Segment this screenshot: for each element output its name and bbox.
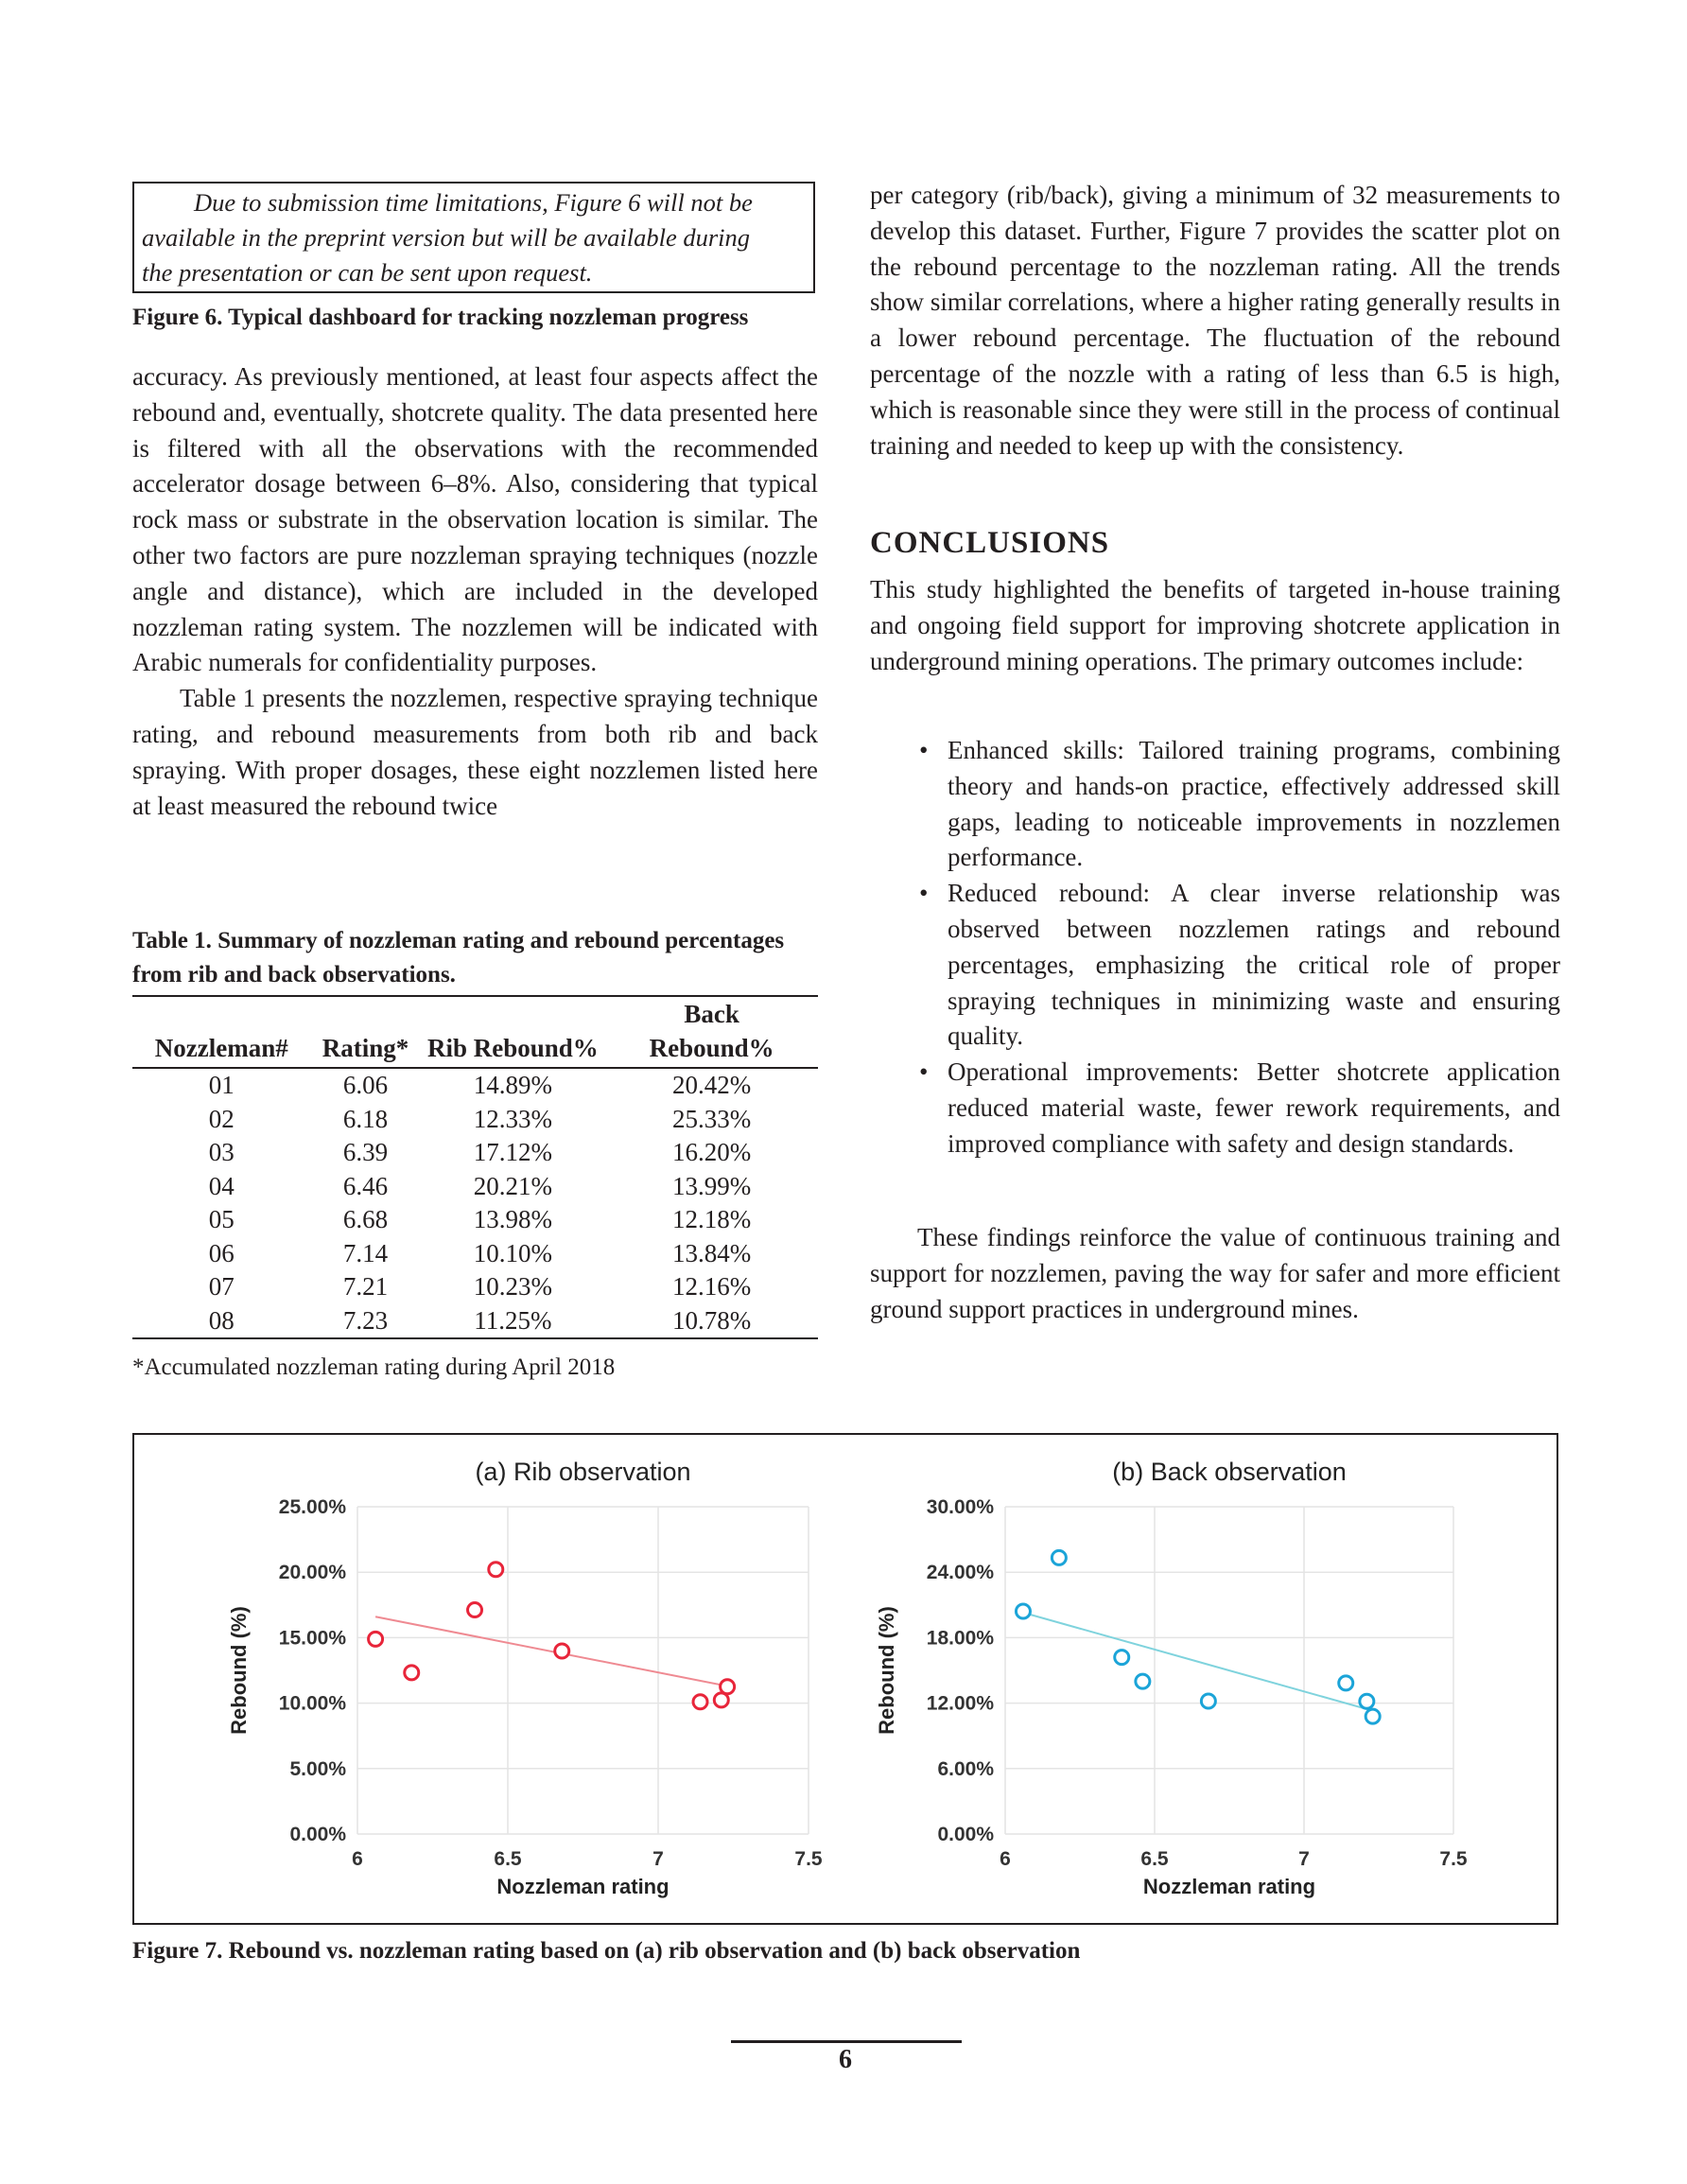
list-item bbox=[908, 1055, 1560, 1162]
cell-nozzleman: 05 bbox=[208, 1205, 235, 1233]
footer-rule bbox=[731, 2040, 962, 2043]
chart-title: (b) Back observation bbox=[1112, 1458, 1347, 1486]
trendline bbox=[375, 1616, 727, 1686]
cell-back-rebound: 13.99% bbox=[672, 1171, 752, 1200]
page-number: 6 bbox=[839, 2045, 852, 2074]
section-heading-conclusions: CONCLUSIONS bbox=[870, 526, 1110, 560]
data-point bbox=[693, 1695, 707, 1709]
cell-back-rebound: 10.78% bbox=[672, 1305, 752, 1335]
data-point bbox=[468, 1603, 482, 1617]
y-tick-label: 6.00% bbox=[937, 1757, 994, 1780]
header-nozzleman: Nozzleman# bbox=[154, 1034, 288, 1062]
cell-back-rebound: 20.42% bbox=[672, 1071, 752, 1099]
bullet-icon: • bbox=[919, 1057, 929, 1087]
cell-rating: 6.46 bbox=[342, 1171, 389, 1200]
y-tick-label: 10.00% bbox=[278, 1692, 346, 1715]
data-point bbox=[1052, 1550, 1066, 1564]
cell-rib-rebound: 10.23% bbox=[473, 1272, 552, 1301]
x-tick-label: 6 bbox=[352, 1848, 363, 1870]
data-point bbox=[1360, 1694, 1374, 1708]
notice-line-3: the presentation or can be sent upon request. bbox=[142, 258, 593, 287]
x-tick-label: 7.5 bbox=[1439, 1848, 1468, 1870]
left-paragraph-2: Table 1 presents the nozzlemen, respective spraying technique rating, and rebound measurements from both rib and back spraying. With proper dosages, these eight nozzlemen listed here at least measured the rebound twice bbox=[132, 684, 818, 820]
data-point bbox=[1201, 1694, 1215, 1708]
data-point bbox=[1136, 1674, 1150, 1688]
summary-table bbox=[132, 995, 818, 1339]
bullet-icon: • bbox=[919, 736, 929, 764]
figure7-charts bbox=[134, 1435, 1557, 1923]
x-tick-label: 7 bbox=[652, 1848, 664, 1870]
trendline bbox=[1023, 1613, 1373, 1711]
table-footnote: *Accumulated nozzleman rating during April 2018 bbox=[132, 1354, 616, 1380]
cell-rib-rebound: 20.21% bbox=[473, 1171, 552, 1200]
y-tick-label: 0.00% bbox=[937, 1824, 994, 1845]
cell-rating: 6.06 bbox=[342, 1071, 389, 1099]
list-item-text: Enhanced skills: Tailored training programs, combining theory and hands-on practice, effectively addressed skill gaps, leading to noticeable improvements in nozzlemen performance. bbox=[948, 736, 1560, 872]
y-tick-label: 0.00% bbox=[289, 1824, 346, 1845]
cell-nozzleman: 01 bbox=[208, 1071, 235, 1099]
table-row bbox=[132, 1103, 818, 1137]
y-tick-label: 12.00% bbox=[926, 1692, 994, 1715]
cell-nozzleman: 08 bbox=[208, 1305, 235, 1335]
x-tick-label: 6.5 bbox=[1140, 1848, 1169, 1870]
cell-rib-rebound: 12.33% bbox=[473, 1104, 552, 1133]
left-column-body bbox=[132, 359, 818, 824]
y-tick-label: 5.00% bbox=[289, 1757, 346, 1780]
x-tick-label: 6.5 bbox=[494, 1848, 522, 1870]
figure7-caption: Figure 7. Rebound vs. nozzleman rating based on (a) rib observation and (b) back observation bbox=[132, 1938, 1081, 1964]
y-axis-label: Rebound (%) bbox=[875, 1606, 898, 1735]
cell-back-rebound: 12.16% bbox=[672, 1272, 752, 1301]
table-row bbox=[132, 1203, 818, 1237]
left-paragraph-1: accuracy. As previously mentioned, at least four aspects affect the rebound and, eventually, shotcrete quality. The data presented here is filtered with all the observations with the recommended accelerator dosage between 6–8%. Also, considering that typical rock mass or substrate in the observation location is similar. The other two factors are pure nozzleman spraying techniques (nozzle angle and distance), which are included in the developed nozzleman rating system. The nozzlemen will be indicated with Arabic numerals for confidentiality purposes. bbox=[132, 362, 818, 677]
figure6-notice-box bbox=[132, 182, 815, 293]
data-point bbox=[369, 1632, 383, 1646]
table-row bbox=[132, 1068, 818, 1103]
x-tick-label: 7.5 bbox=[794, 1848, 823, 1870]
closing-paragraph: These findings reinforce the value of continuous training and support for nozzlemen, paving the way for safer and more efficient ground support practices in underground mines. bbox=[870, 1223, 1560, 1323]
data-point bbox=[1016, 1604, 1030, 1618]
y-axis-label: Rebound (%) bbox=[227, 1606, 251, 1735]
cell-back-rebound: 13.84% bbox=[672, 1238, 752, 1267]
data-point bbox=[1365, 1709, 1380, 1723]
cell-nozzleman: 03 bbox=[208, 1138, 235, 1166]
cell-nozzleman: 06 bbox=[208, 1238, 235, 1267]
cell-nozzleman: 07 bbox=[208, 1272, 235, 1301]
right-column-body bbox=[870, 178, 1560, 463]
table-row bbox=[132, 1304, 818, 1339]
header-back-rebound: Rebound% bbox=[649, 1034, 774, 1062]
chart-title: (a) Rib observation bbox=[475, 1458, 691, 1486]
cell-rating: 7.21 bbox=[342, 1272, 389, 1301]
cell-rating: 6.18 bbox=[342, 1104, 389, 1133]
table-row bbox=[132, 1270, 818, 1304]
data-point bbox=[405, 1666, 419, 1680]
y-tick-label: 20.00% bbox=[278, 1562, 346, 1584]
cell-back-rebound: 16.20% bbox=[672, 1138, 752, 1166]
y-tick-label: 18.00% bbox=[926, 1627, 994, 1650]
cell-rib-rebound: 13.98% bbox=[473, 1205, 552, 1233]
cell-back-rebound: 25.33% bbox=[672, 1104, 752, 1133]
y-tick-label: 25.00% bbox=[278, 1496, 346, 1518]
outcomes-list bbox=[908, 733, 1560, 1162]
cell-rib-rebound: 10.10% bbox=[473, 1238, 552, 1267]
table-body bbox=[132, 1068, 818, 1338]
list-item-text: Operational improvements: Better shotcrete application reduced material waste, fewer rework requirements, and improved compliance with safety and design standards. bbox=[948, 1057, 1560, 1158]
x-axis-label: Nozzleman rating bbox=[1142, 1875, 1316, 1898]
y-tick-label: 30.00% bbox=[926, 1496, 994, 1518]
x-tick-label: 7 bbox=[1298, 1848, 1310, 1870]
x-axis-label: Nozzleman rating bbox=[496, 1875, 670, 1898]
data-point bbox=[1115, 1651, 1129, 1665]
right-paragraph-1: per category (rib/back), giving a minimum of 32 measurements to develop this dataset. Further, Figure 7 provides the scatter plot on the rebound percentage to the nozzleman rating. All the trends show similar correlations, where a higher rating generally results in a lower rebound percentage. The fluctuation of the rebound percentage of the nozzle with a rating of less than 6.5 is high, which is reasonable since they were still in the process of continual training and needed to keep up with the consistency. bbox=[870, 181, 1560, 460]
header-back-line1: Back bbox=[684, 1000, 739, 1028]
header-rib-rebound: Rib Rebound% bbox=[426, 1034, 599, 1062]
x-tick-label: 6 bbox=[1000, 1848, 1011, 1870]
cell-nozzleman: 02 bbox=[208, 1104, 235, 1133]
conclusions-paragraph: This study highlighted the benefits of targeted in-house training and ongoing field support for improving shotcrete application in underground mining operations. The primary outcomes include: bbox=[870, 575, 1560, 675]
y-tick-label: 24.00% bbox=[926, 1562, 994, 1584]
figure7-box bbox=[132, 1433, 1558, 1925]
conclusions-intro bbox=[870, 572, 1560, 679]
figure6-caption: Figure 6. Typical dashboard for tracking nozzleman progress bbox=[132, 305, 749, 330]
cell-rating: 6.39 bbox=[342, 1138, 389, 1166]
cell-rating: 6.68 bbox=[342, 1205, 389, 1233]
table-row bbox=[132, 1170, 818, 1204]
bullet-icon: • bbox=[919, 879, 929, 908]
cell-nozzleman: 04 bbox=[208, 1171, 235, 1200]
closing-paragraph-block bbox=[870, 1220, 1560, 1327]
cell-rib-rebound: 11.25% bbox=[474, 1305, 552, 1335]
list-item bbox=[908, 876, 1560, 1055]
cell-rib-rebound: 14.89% bbox=[473, 1071, 552, 1099]
list-item bbox=[908, 733, 1560, 876]
data-point bbox=[1339, 1676, 1353, 1690]
list-item-text: Reduced rebound: A clear inverse relationship was observed between nozzlemen ratings and rebound percentages, emphasizing the critical role of proper spraying techniques in minimizing waste and ensuring quality. bbox=[948, 879, 1560, 1051]
notice-line-2: available in the preprint version but will be available during bbox=[142, 223, 751, 252]
y-tick-label: 15.00% bbox=[278, 1627, 346, 1650]
cell-rib-rebound: 17.12% bbox=[473, 1138, 552, 1166]
data-point bbox=[721, 1680, 735, 1694]
header-rating: Rating* bbox=[322, 1034, 409, 1062]
table1-caption: Table 1. Summary of nozzleman rating and rebound percentages from rib and back observations. bbox=[132, 928, 785, 987]
data-point bbox=[489, 1563, 503, 1577]
data-point bbox=[555, 1644, 569, 1658]
table-row bbox=[132, 1136, 818, 1170]
notice-line-1: Due to submission time limitations, Figure 6 will not be bbox=[194, 188, 753, 217]
cell-back-rebound: 12.18% bbox=[672, 1205, 752, 1233]
cell-rating: 7.14 bbox=[342, 1238, 389, 1267]
cell-rating: 7.23 bbox=[342, 1305, 389, 1335]
table-row bbox=[132, 1237, 818, 1271]
